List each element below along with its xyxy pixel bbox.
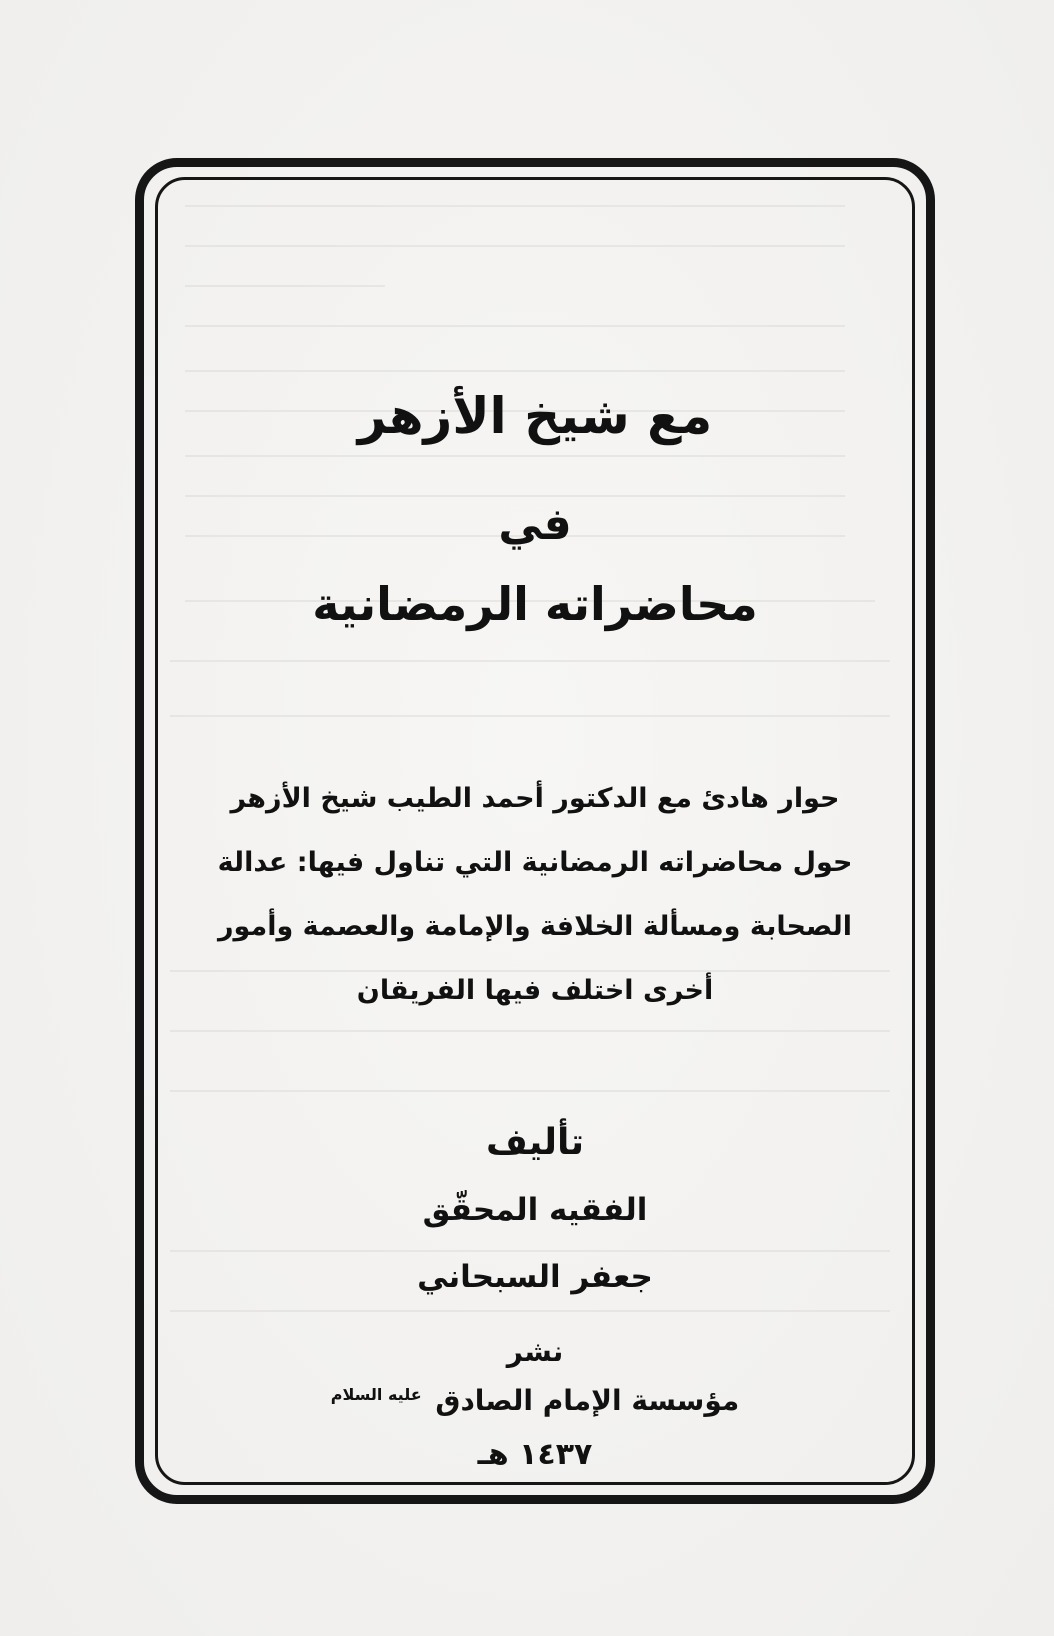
book-title-line-2: في (498, 499, 572, 550)
book-subtitle (215, 767, 855, 1023)
honorific-mark: عليه السلام (330, 1384, 422, 1404)
publication-year: ١٤٣٧ هـ (477, 1437, 593, 1472)
title-page-content (155, 177, 915, 1485)
publisher-name: مؤسسة الإمام الصادق (435, 1384, 740, 1417)
subtitle-line: حول محاضراته الرمضانية التي تناول فيها: عدالة (217, 847, 853, 878)
book-title-line-1: مع شيخ الأزهر (357, 387, 713, 445)
book-title-line-3: محاضراته الرمضانية (312, 577, 758, 631)
publisher-label: نشر (506, 1335, 564, 1368)
author-title: الفقيه المحقّق (422, 1192, 648, 1228)
subtitle-line: أخرى اختلف فيها الفريقان (356, 975, 714, 1006)
author-name: جعفر السبحاني (417, 1259, 653, 1295)
publisher-line (155, 1384, 915, 1417)
subtitle-line: الصحابة ومسألة الخلافة والإمامة والعصمة وأمور (218, 911, 852, 942)
authorship-label: تأليف (485, 1122, 585, 1163)
subtitle-line: حوار هادئ مع الدكتور أحمد الطيب شيخ الأزهر (230, 783, 840, 814)
